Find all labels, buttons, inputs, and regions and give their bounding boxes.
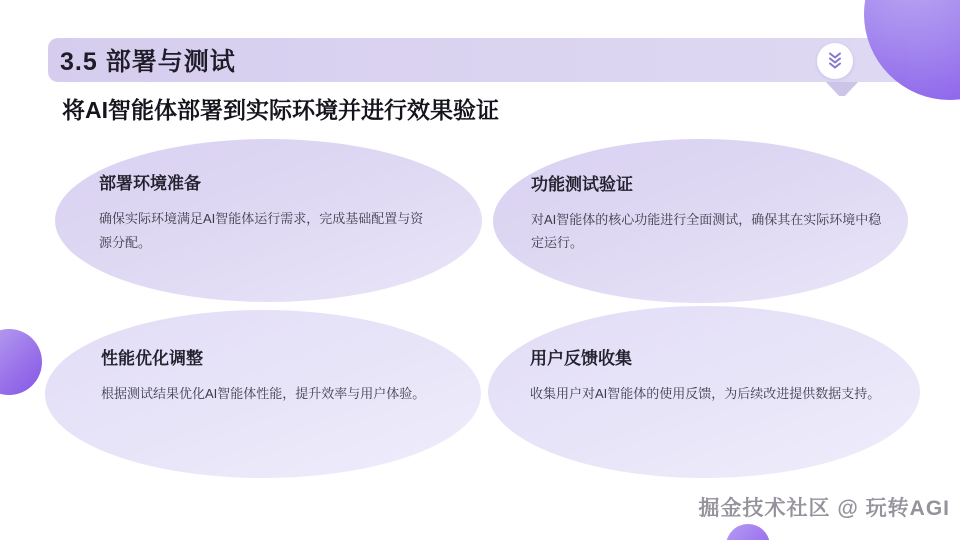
- watermark: 掘金技术社区 @ 玩转AGI: [698, 497, 950, 520]
- card-title: 部署环境准备: [99, 174, 201, 194]
- card-body: 收集用户对AI智能体的使用反馈，为后续改进提供数据支持。: [530, 386, 881, 402]
- card-user-feedback: [488, 306, 920, 478]
- decorative-circle-left: [0, 329, 42, 395]
- card-performance-tuning: [45, 310, 481, 478]
- decorative-circle-bottom: [726, 524, 770, 540]
- card-body: 根据测试结果优化AI智能体性能，提升效率与用户体验。: [101, 386, 426, 402]
- card-title: 性能优化调整: [101, 349, 203, 369]
- slide-subtitle: 将AI智能体部署到实际环境并进行效果验证: [62, 97, 499, 123]
- chevron-down-button: [817, 43, 853, 79]
- card-title: 功能测试验证: [531, 174, 633, 194]
- card-title: 用户反馈收集: [530, 349, 632, 369]
- card-body: 对AI智能体的核心功能进行全面测试，确保其在实际环境中稳定运行。: [531, 211, 882, 250]
- card-function-test: [493, 139, 908, 303]
- card-deployment-env: [55, 139, 482, 302]
- title-bar: [48, 38, 910, 82]
- card-body: 确保实际环境满足AI智能体运行需求，完成基础配置与资源分配。: [99, 211, 424, 250]
- title-bar-notch: [824, 80, 860, 96]
- triple-chevron-down-icon: [824, 50, 846, 72]
- page-title: 3.5 部署与测试: [60, 48, 236, 76]
- decorative-circle-top-right: [864, 0, 960, 100]
